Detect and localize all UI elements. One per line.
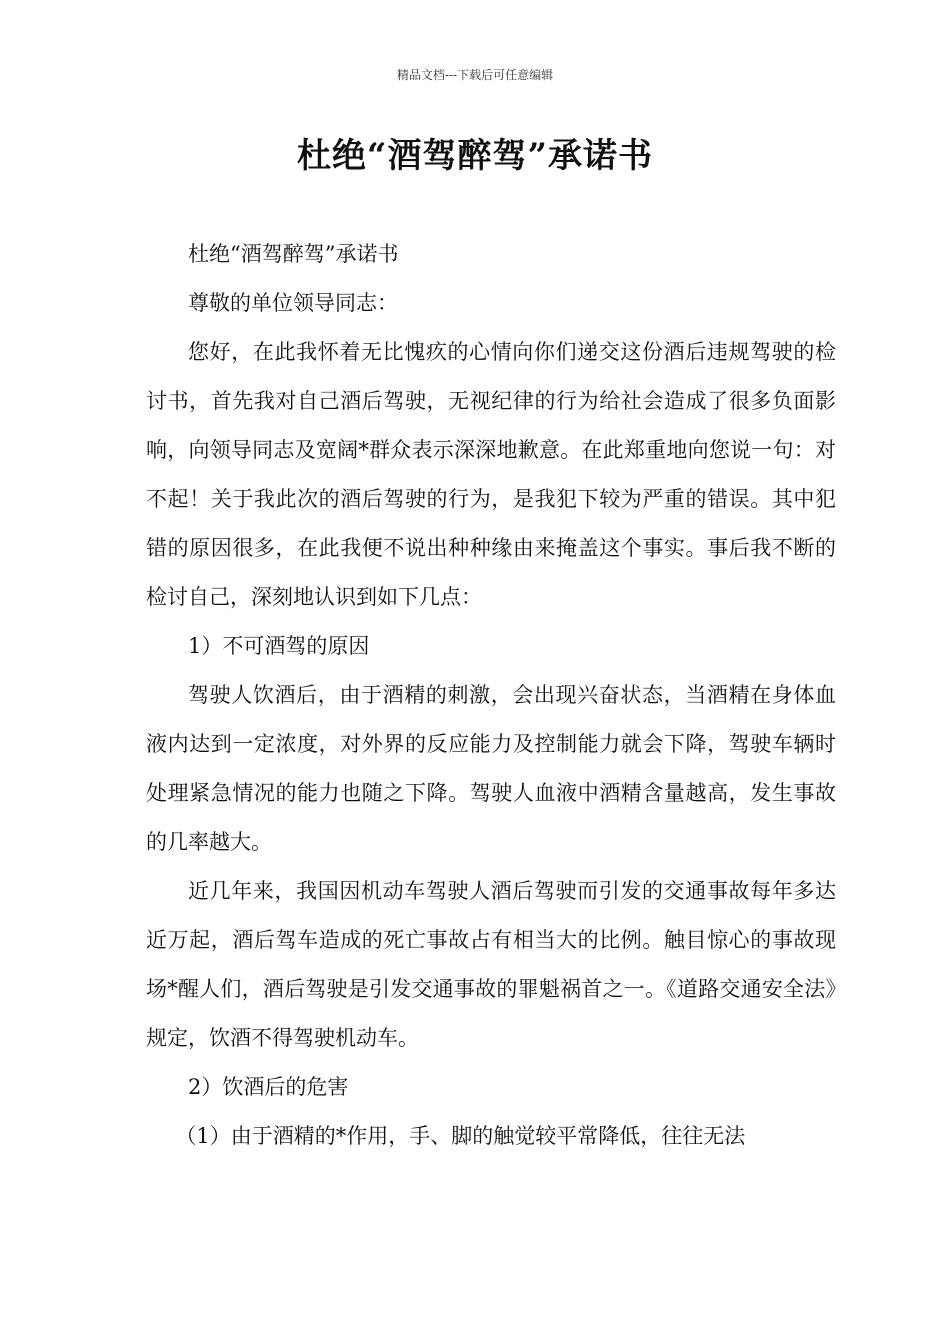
subtitle-paragraph: 杜绝“酒驾醉驾”承诺书 bbox=[188, 242, 399, 266]
intro-paragraph: 您好，在此我怀着无比愧疚的心情向你们递交这份酒后违规驾驶的检讨书，首先我对自己酒后驾驶，无视纪律的行为给社会造成了很多负面影响，向领导同志及宽阔*群众表示深深地歉意。在此郑重地向您说一句：对不起！关于我此次的酒后驾驶的行为，是我犯下较为严重的错误。其中犯错的原因很多，在此我便不说出种种缘由来掩盖这个事实。事后我不断的检讨自己，深刻地认识到如下几点： bbox=[146, 340, 836, 609]
section-heading-1: 1）不可酒驾的原因 bbox=[188, 634, 370, 658]
body-paragraph: 近几年来，我国因机动车驾驶人酒后驾驶而引发的交通事故每年多达近万起，酒后驾车造成的死亡事故占有相当大的比例。触目惊心的事故现场*醒人们，酒后驾驶是引发交通事故的罪魁祸首之一。《道路交通安全法》规定，饮酒不得驾驶机动车。 bbox=[146, 879, 836, 1050]
document-body bbox=[146, 230, 836, 1161]
document-title: 杜绝“酒驾醉驾”承诺书 bbox=[296, 136, 654, 176]
salutation-paragraph: 尊敬的单位领导同志： bbox=[188, 291, 398, 315]
body-paragraph: 驾驶人饮酒后，由于酒精的刺激，会出现兴奋状态，当酒精在身体血液内达到一定浓度，对外界的反应能力及控制能力就会下降，驾驶车辆时处理紧急情况的能力也随之下降。驾驶人血液中酒精含量越高，发生事故的几率越大。 bbox=[146, 683, 836, 854]
page-header-note: 精品文档---下载后可任意编辑 bbox=[396, 68, 554, 82]
section-heading-2: 2）饮酒后的危害 bbox=[188, 1075, 349, 1099]
list-item-paragraph: （1）由于酒精的*作用，手、脚的触觉较平常降低，往往无法 bbox=[175, 1124, 746, 1148]
